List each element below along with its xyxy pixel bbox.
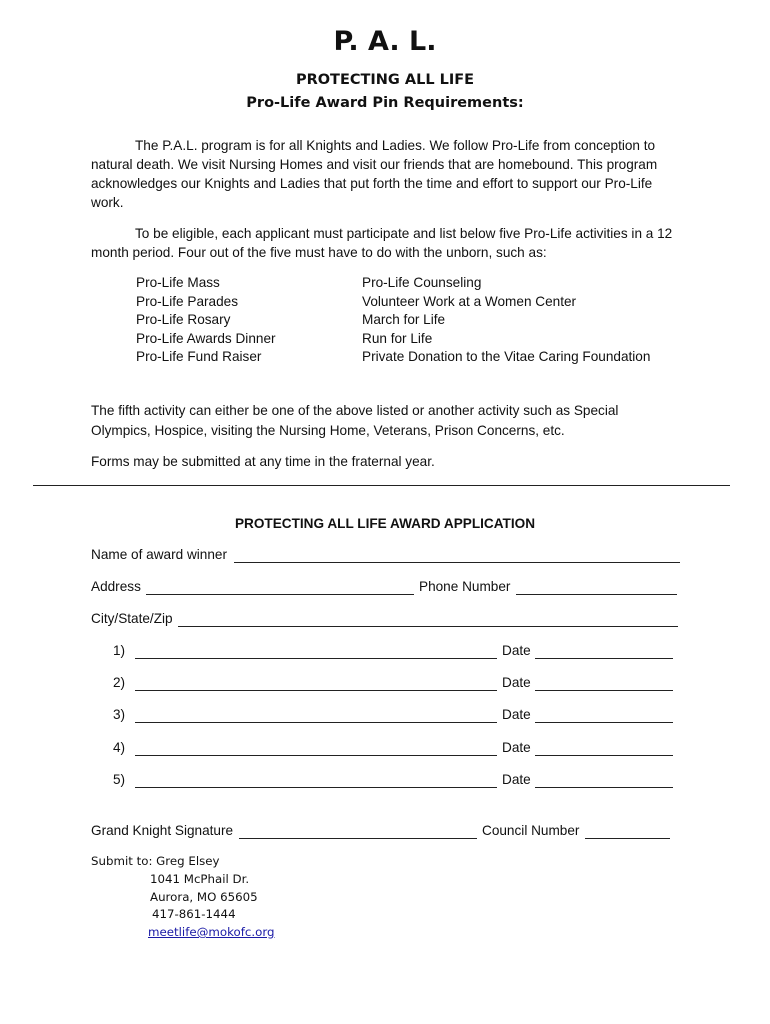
council-label: Council Number [482, 823, 580, 838]
intro-paragraph: The P.A.L. program is for all Knights and Ladies. We follow Pro-Life from conception to natural death. We visit Nursing Homes and visit our friends that are homebound. This program acknowledges our Knights and Ladies that put forth the time and effort to support our Pro-Life work. [91, 138, 658, 210]
signature-label: Grand Knight Signature [91, 823, 234, 838]
date-label: Date [502, 675, 531, 690]
list-item: Pro-Life Fund Raiser [136, 349, 262, 365]
submit-phone: 417-861-1444 [152, 907, 236, 921]
activity-number: 5) [113, 772, 126, 787]
submit-email-link[interactable]: meetlife@mokofc.org [148, 925, 275, 939]
signature-field[interactable] [239, 838, 477, 839]
activities-list-left [136, 274, 276, 367]
list-item: Pro-Life Awards Dinner [136, 330, 276, 346]
phone-label: Phone Number [419, 579, 511, 594]
date-field[interactable] [535, 755, 673, 756]
activity-field[interactable] [135, 690, 497, 691]
fifth-activity-note: The fifth activity can either be one of the above listed or another activity such as Special Olympics, Hospice, visiting the Nursing Home, Veterans, Prison Concerns, etc. [91, 403, 619, 438]
activity-field[interactable] [135, 787, 497, 788]
activity-field[interactable] [135, 658, 497, 659]
name-field[interactable] [234, 562, 680, 563]
list-item: March for Life [362, 312, 446, 328]
activity-number: 4) [113, 740, 126, 755]
date-label: Date [502, 643, 531, 658]
date-label: Date [502, 707, 531, 722]
date-field[interactable] [535, 787, 673, 788]
date-label: Date [502, 740, 531, 755]
address-label: Address [91, 579, 141, 594]
submit-address-line1: 1041 McPhail Dr. [150, 872, 250, 886]
activity-number: 2) [113, 675, 126, 690]
activities-list-right [362, 274, 650, 367]
activity-number: 3) [113, 707, 126, 722]
date-field[interactable] [535, 658, 673, 659]
requirements-heading: Pro-Life Award Pin Requirements: [246, 95, 524, 111]
list-item: Volunteer Work at a Women Center [362, 293, 577, 309]
city-label: City/State/Zip [91, 611, 173, 626]
page-title: P. A. L. [333, 26, 437, 57]
page-subtitle: PROTECTING ALL LIFE [295, 72, 475, 88]
list-item: Pro-Life Counseling [362, 275, 482, 290]
list-item: Private Donation to the Vitae Caring Foundation [362, 349, 651, 365]
list-item: Pro-Life Parades [136, 293, 239, 309]
activity-field[interactable] [135, 722, 497, 723]
activity-number: 1) [113, 643, 126, 658]
submit-address-line2: Aurora, MO 65605 [150, 890, 258, 904]
list-item: Pro-Life Rosary [136, 312, 231, 328]
council-field[interactable] [585, 838, 670, 839]
submit-to-label: Submit to: Greg Elsey [91, 854, 220, 868]
city-field[interactable] [178, 626, 678, 627]
date-field[interactable] [535, 690, 673, 691]
address-field[interactable] [146, 594, 414, 595]
activity-field[interactable] [135, 755, 497, 756]
forms-note: Forms may be submitted at any time in the fraternal year. [91, 454, 435, 469]
list-item: Run for Life [362, 330, 433, 346]
phone-field[interactable] [516, 594, 677, 595]
date-label: Date [502, 772, 531, 787]
divider [33, 485, 730, 486]
list-item: Pro-Life Mass [136, 275, 220, 290]
form-title: PROTECTING ALL LIFE AWARD APPLICATION [234, 516, 536, 531]
name-label: Name of award winner [91, 547, 227, 562]
eligibility-paragraph: To be eligible, each applicant must participate and list below five Pro-Life activities in a 12 month period. Four out of the five must have to do with the unborn, such as: [91, 226, 673, 260]
date-field[interactable] [535, 722, 673, 723]
